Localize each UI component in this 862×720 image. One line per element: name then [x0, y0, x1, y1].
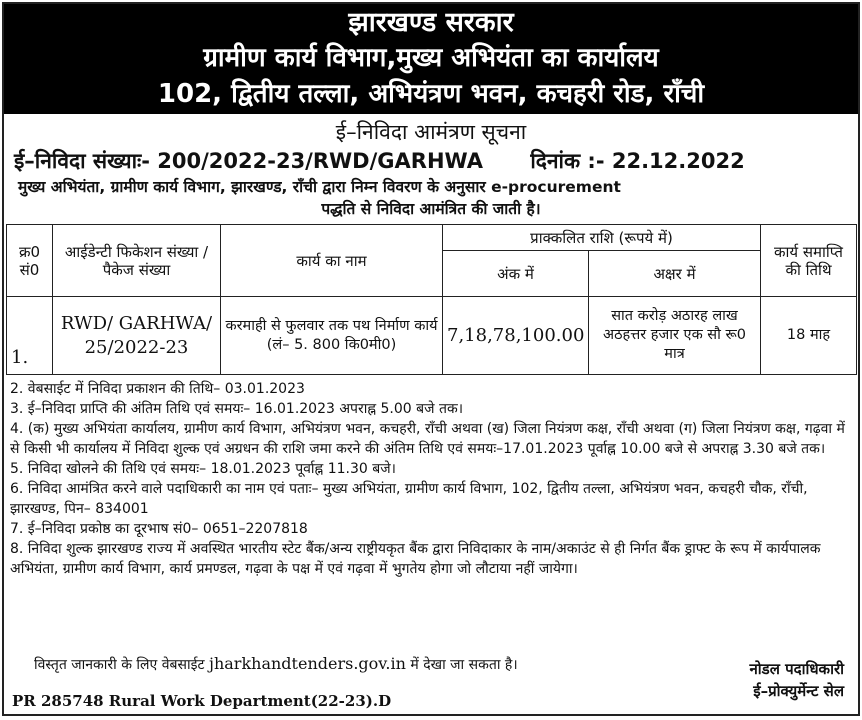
- note-4: 4. (क) मुख्य अभियंता कार्यालय, ग्रामीण कार्य विभाग, अभियंत्रण भवन, कचहरी, राँची अथवा (ख) जिला नियंत्रण कक्ष, राँची अथवा (ग) जिला नियंत्रण कक्ष, गढ़वा में से किसी भी कार्यालय में निविदा शुल्क एवं अग्रधन की राशि जमा करने की अंतिम तिथि एवं समयः–17.01.2023 पूर्वाह्न 10.00 बजे से अपराह्न 3.30 बजे तक।: [10, 421, 845, 457]
- header-work: कार्य का नाम: [221, 225, 443, 297]
- pr-number: PR 285748 Rural Work Department(22-23).D: [12, 692, 392, 710]
- signatory: [749, 658, 844, 702]
- header-words: अक्षर में: [589, 251, 761, 297]
- intro-line-2: पद्धति से निविदा आमंत्रित की जाती है।: [321, 200, 541, 218]
- header-estimate: प्राक्कलित राशि (रूपये में): [443, 225, 761, 251]
- tender-number-line: [4, 146, 858, 176]
- tender-notice: [2, 2, 860, 716]
- row-sno: 1.: [7, 297, 53, 375]
- govt-name: झारखण्ड सरकार: [348, 7, 514, 38]
- signatory-title: नोडल पदाधिकारी: [749, 660, 844, 678]
- notice-title: ई–निविदा आमंत्रण सूचना: [335, 120, 527, 144]
- header-id: आईडेन्टी फिकेशन संख्या / पैकेज संख्या: [53, 225, 221, 297]
- row-work: करमाही से फुलवार तक पथ निर्माण कार्य (लं– 5. 800 कि0मी0): [221, 297, 443, 375]
- row-words: सात करोड़ अठारह लाख अठहत्तर हजार एक सौ रू0 मात्र: [589, 297, 761, 375]
- note-3: 3. ई–निविदा प्राप्ति की अंतिम तिथि एवं समयः– 16.01.2023 अपराह्न 5.00 बजे तक।: [10, 401, 464, 417]
- tender-table: [6, 224, 857, 375]
- table-row: [7, 297, 857, 375]
- footer: [10, 652, 852, 712]
- website-suffix: में देखा जा सकता है।: [410, 657, 518, 673]
- tender-number: ई–निविदा संख्याः- 200/2022-23/RWD/GARHWA: [14, 149, 483, 173]
- note-8: 8. निविदा शुल्क झारखण्ड राज्य में अवस्थित भारतीय स्टेट बैंक/अन्य राष्ट्रीयकृत बैंक द्वारा निविदाकार के नाम/अकाउंट से ही निर्गत बैंक ड्राफ्ट के रूप में कार्यपालक अभियंता, ग्रामीण कार्य विभाग, कार्य प्रमण्डल, गढ़वा के पक्ष में एवं गढ़वा में भुगतेय होगा जो लौटाया नहीं जायेगा।: [10, 541, 821, 577]
- note-2: 2. वेबसाईट में निविदा प्रकाशन की तिथि– 03.01.2023: [10, 381, 305, 397]
- header-banner: [4, 4, 858, 114]
- header-figures: अंक में: [443, 251, 589, 297]
- website-line: [34, 654, 518, 675]
- tender-date: दिनांक :- 22.12.2022: [530, 149, 745, 173]
- note-7: 7. ई–निविदा प्रकोष्ठ का दूरभाष सं0– 0651–2207818: [10, 521, 308, 537]
- department-name: ग्रामीण कार्य विभाग,मुख्य अभियंता का कार्यालय: [203, 43, 659, 73]
- header-completion: कार्य समाप्ति की तिथि: [761, 225, 857, 297]
- row-completion: 18 माह: [761, 297, 857, 375]
- notes-list: [4, 375, 858, 579]
- note-6: 6. निविदा आमंत्रित करने वाले पदाधिकारी का नाम एवं पताः– मुख्य अभियंता, ग्रामीण कार्य विभाग, 102, द्वितीय तल्ला, अभियंत्रण भवन, कचहरी चौक, राँची, झारखण्ड, पिन– 834001: [10, 481, 808, 517]
- signatory-cell: ई–प्रोक्युर्मेन्ट सेल: [753, 682, 844, 700]
- row-id: RWD/ GARHWA/ 25/2022-23: [53, 297, 221, 375]
- row-figures: 7,18,78,100.00: [443, 297, 589, 375]
- website-link[interactable]: jharkhandtenders.gov.in: [209, 654, 406, 673]
- header-sno: क्र0 सं0: [7, 225, 53, 297]
- note-5: 5. निविदा खोलने की तिथि एवं समयः– 18.01.2023 पूर्वाह्न 11.30 बजे।: [10, 461, 396, 477]
- intro-text: [4, 176, 858, 220]
- office-address: 102, द्वितीय तल्ला, अभियंत्रण भवन, कचहरी रोड, राँची: [157, 79, 705, 109]
- website-prefix: विस्तृत जानकारी के लिए वेबसाईट: [34, 657, 205, 673]
- intro-line-1: मुख्य अभियंता, ग्रामीण कार्य विभाग, झारखण्ड, राँची द्वारा निम्न विवरण के अनुसार e-procurement: [18, 178, 621, 196]
